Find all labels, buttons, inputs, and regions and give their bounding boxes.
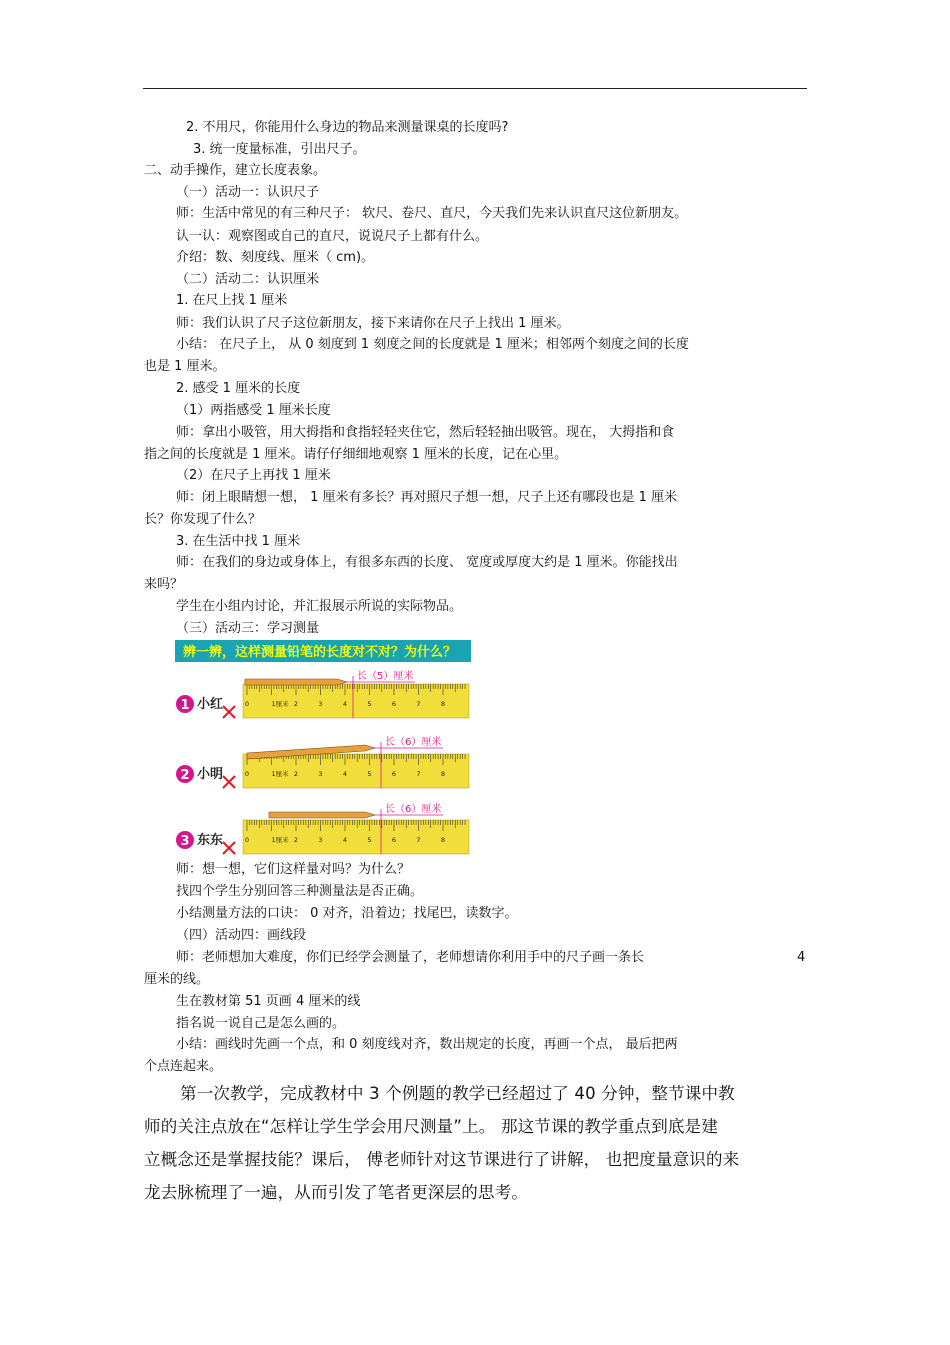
pencil [245,679,347,685]
length-label: 长（5）厘米 [357,671,414,682]
length-label: 长（6）厘米 [385,804,442,815]
text-line: 长？你发现了什么？ [144,512,262,527]
ruler-number: 8 [440,770,446,778]
row-number: 1 [180,698,190,713]
ruler-number: 7 [416,700,421,708]
text-line: 3. 统一度量标准，引出尺子。 [193,142,366,157]
ruler-number: 7 [416,836,421,844]
text-line: 认一认：观察图或自己的直尺，说说尺子上都有什么。 [176,229,489,244]
text-line: 师：老师想加大难度，你们已经学会测量了，老师想请你利用手中的尺子画一条长 [176,950,645,965]
paragraph-line: 龙去脉梳理了一遍，从而引发了笔者更深层的思考。 [144,1183,529,1202]
ruler-figure-svg [175,640,471,858]
student-name: 小红 [197,697,224,712]
paragraph-line: 立概念还是掌握技能？课后， 傅老师针对这节课进行了讲解， 也把度量意识的来 [144,1150,740,1169]
ruler-number: 6 [391,700,397,708]
text-line: 学生在小组内讨论，并汇报展示所说的实际物品。 [176,599,463,614]
text-line: （1）两指感受 1 厘米长度 [176,403,331,418]
subsection-heading: （四）活动四：画线段 [176,928,307,943]
ruler-number: 3 [318,700,323,708]
text-line: 师：在我们的身边或身体上，有很多东西的长度、 宽度或厚度大约是 1 厘米。你能找出 [176,555,678,570]
text-line: 找四个学生分别回答三种测量法是否正确。 [176,884,424,899]
text-line: 师：想一想，它们这样量对吗？为什么？ [176,862,411,877]
row-number: 2 [180,768,190,783]
text-line: 2. 感受 1 厘米的长度 [176,381,301,396]
ruler-number: 6 [391,836,397,844]
text-line: 介绍：数、刻度线、厘米（ cm)。 [176,250,375,265]
ruler-number: 4 [342,770,348,778]
ruler-number: 5 [367,770,372,778]
header-rule [143,88,807,89]
figure-title: 辨一辨，这样测量铅笔的长度对不对？为什么？ [183,645,457,660]
text-line: 师：我们认识了尺子这位新朋友，接下来请你在尺子上找出 1 厘米。 [176,316,570,331]
ruler-number: 1厘米 [271,700,289,708]
text-line: 2. 不用尺，你能用什么身边的物品来测量课桌的长度吗? [186,120,509,135]
ruler-number: 1厘米 [271,836,289,844]
text-line: 师：闭上眼睛想一想， 1 厘米有多长？再对照尺子想一想，尺子上还有哪段也是 1 厘米 [176,490,678,505]
ruler-number: 0 [244,700,250,708]
text-line: 师：拿出小吸管，用大拇指和食指轻轻夹住它，然后轻轻抽出吸管。现在， 大拇指和食 [176,425,675,440]
text-line: 4 [797,950,806,965]
pencil [269,812,375,818]
subsection-heading: （三）活动三：学习测量 [176,621,320,636]
text-line: 厘米的线。 [144,972,210,987]
ruler-number: 1厘米 [271,770,289,778]
text-line: （2）在尺子上再找 1 厘米 [176,468,331,483]
ruler-number: 8 [440,700,446,708]
paragraph-line: 师的关注点放在“怎样让学生学会用尺测量”上。 那这节课的教学重点到底是建 [144,1117,719,1136]
text-line: 生在教材第 51 页画 4 厘米的线 [176,994,361,1009]
text-line: 来吗？ [144,577,184,592]
ruler-number: 0 [244,770,250,778]
ruler-number: 4 [342,836,348,844]
ruler-number: 5 [367,700,372,708]
subsection-heading: （二）活动二：认识厘米 [176,272,320,287]
text-line: 小结：画线时先画一个点，和 0 刻度线对齐，数出规定的长度，再画一个点， 最后把两 [176,1037,678,1052]
ruler-number: 2 [293,700,299,708]
ruler-number: 3 [318,836,323,844]
student-name: 东东 [197,833,224,848]
text-line: 个点连起来。 [144,1059,223,1074]
text-line: 3. 在生活中找 1 厘米 [176,534,301,549]
paragraph-line: 第一次教学，完成教材中 3 个例题的教学已经超过了 40 分钟，整节课中教 [180,1084,735,1103]
ruler-number: 3 [318,770,323,778]
length-label: 长（6）厘米 [385,737,442,748]
ruler-measurement-figure [175,640,471,858]
ruler-number: 0 [244,836,250,844]
student-name: 小明 [197,767,224,782]
row-number: 3 [180,834,190,849]
text-line: 指之间的长度就是 1 厘米。请仔仔细细地观察 1 厘米的长度，记在心里。 [144,447,568,462]
text-line: 小结： 在尺子上， 从 0 刻度到 1 刻度之间的长度就是 1 厘米；相邻两个刻度之间的长度 [176,337,689,352]
ruler-number: 5 [367,836,372,844]
text-line: 小结测量方法的口诀： 0 对齐，沿着边；找尾巴，读数字。 [176,906,518,921]
ruler-number: 7 [416,770,421,778]
text-line: 师：生活中常见的有三种尺子： 软尺、卷尺、直尺，今天我们先来认识直尺这位新朋友。 [176,206,688,221]
text-line: 指名说一说自己是怎么画的。 [176,1016,346,1031]
ruler-number: 8 [440,836,446,844]
ruler-number: 2 [293,770,299,778]
text-line: 1. 在尺上找 1 厘米 [176,293,288,308]
subsection-heading: （一）活动一：认识尺子 [176,185,320,200]
ruler-number: 4 [342,700,348,708]
text-line: 也是 1 厘米。 [144,359,226,374]
ruler-number: 6 [391,770,397,778]
ruler-number: 2 [293,836,299,844]
section-heading: 二、动手操作，建立长度表象。 [144,163,327,178]
